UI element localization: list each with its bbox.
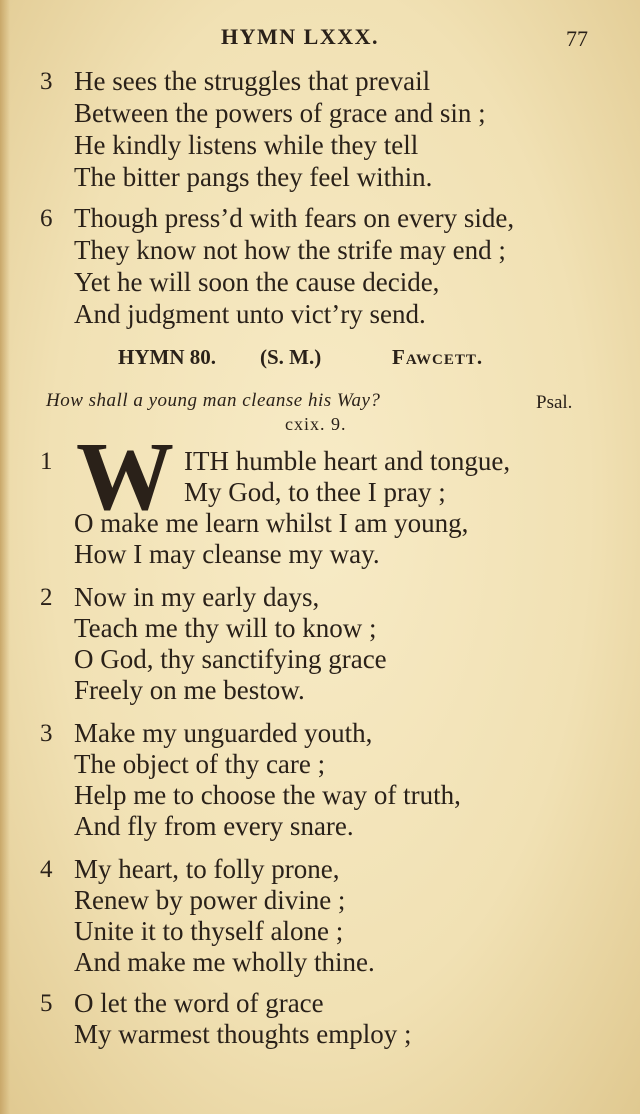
running-title: HYMN LXXX.	[221, 24, 379, 49]
scripture-text: How shall a young man cleanse his Way?	[46, 390, 381, 411]
verse-line: My God, to thee I pray ;	[184, 477, 446, 507]
scripture-ref-part1: Psal.	[536, 392, 573, 413]
stanza-number: 3	[40, 68, 53, 95]
verse-line: O make me learn whilst I am young,	[74, 508, 469, 538]
verse-line: And judgment unto vict’ry send.	[74, 299, 426, 329]
verse-line: ITH humble heart and tongue,	[184, 446, 511, 476]
verse-line: Help me to choose the way of truth,	[74, 780, 461, 810]
stanza-number: 2	[40, 584, 53, 611]
running-head	[0, 22, 640, 54]
verse-line: And make me wholly thine.	[74, 947, 375, 977]
verse-line: The bitter pangs they feel within.	[74, 162, 433, 192]
verse-line: Now in my early days,	[74, 582, 320, 612]
verse-line: My heart, to folly prone,	[74, 854, 340, 884]
verse-line: O God, thy sanctifying grace	[74, 644, 387, 674]
stanza-number: 6	[40, 205, 53, 232]
verse-line: O let the word of grace	[74, 988, 324, 1018]
page-number: 77	[566, 26, 588, 51]
verse-line: They know not how the strife may end ;	[74, 235, 506, 265]
verse-line: Yet he will soon the cause decide,	[74, 267, 440, 297]
stanza-number: 1	[40, 448, 53, 475]
stanza-number: 5	[40, 990, 53, 1017]
verse-line: Between the powers of grace and sin ;	[74, 98, 486, 128]
verse-line: Freely on me bestow.	[74, 675, 305, 705]
stanza-number: 3	[40, 720, 53, 747]
verse-line: My warmest thoughts employ ;	[74, 1019, 412, 1049]
drop-cap: W	[76, 423, 172, 531]
scripture-ref-part2: cxix. 9.	[285, 414, 347, 434]
verse-line: He sees the struggles that prevail	[74, 66, 431, 96]
verse-line: The object of thy care ;	[74, 749, 326, 779]
hymn-composer: Fawcett.	[392, 345, 484, 369]
hymn-heading	[0, 345, 640, 379]
page-edge-shadow	[0, 0, 10, 1114]
hymn-title: HYMN 80.	[118, 345, 216, 369]
verse-line: Unite it to thyself alone ;	[74, 916, 344, 946]
verse-line: Renew by power divine ;	[74, 885, 346, 915]
verse-line: He kindly listens while they tell	[74, 130, 419, 160]
verse-line: Though press’d with fears on every side,	[74, 203, 515, 233]
verse-line: And fly from every snare.	[74, 811, 354, 841]
verse-line: How I may cleanse my way.	[74, 539, 380, 569]
hymn-meter: (S. M.)	[260, 345, 322, 369]
stanza-number: 4	[40, 856, 53, 883]
verse-line: Teach me thy will to know ;	[74, 613, 377, 643]
verse-line: Make my unguarded youth,	[74, 718, 373, 748]
